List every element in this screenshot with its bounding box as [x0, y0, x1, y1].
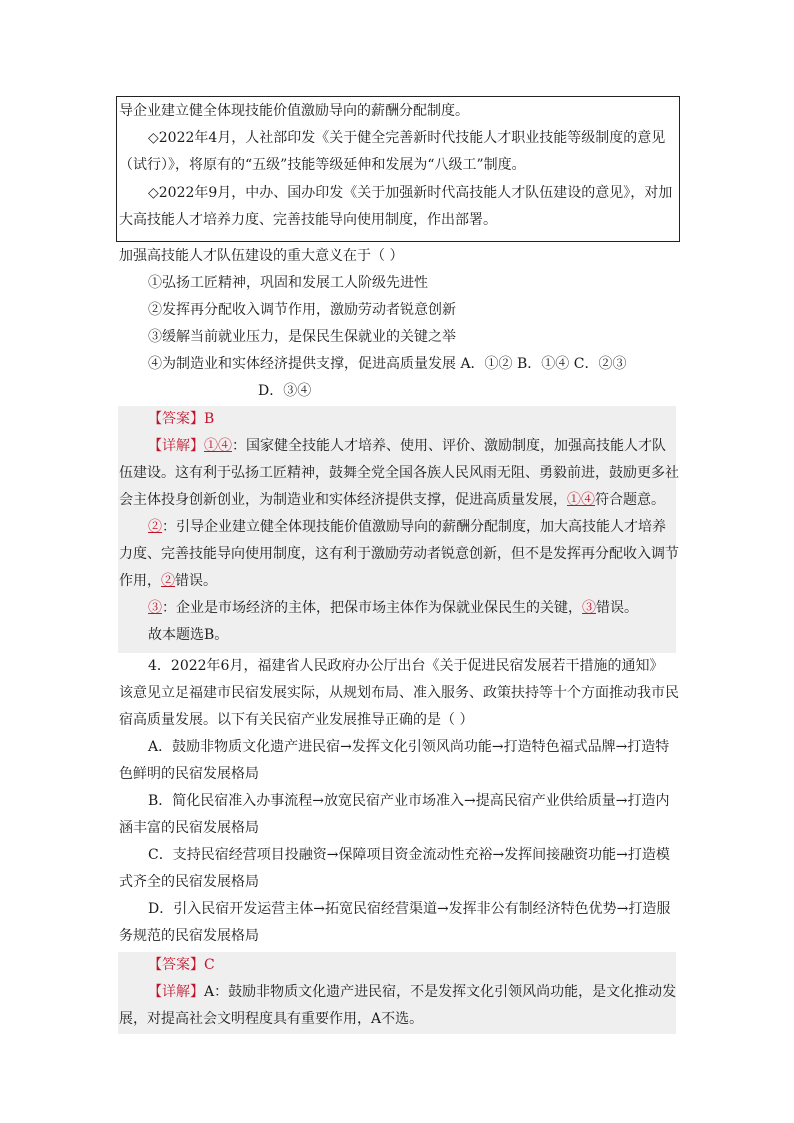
detail-text: ：引导企业建立健全体现技能价值激励导向的薪酬分配制度，加大高技能人才培养 [162, 519, 666, 535]
q3-detail-6 [119, 571, 217, 591]
q3-detail-3 [119, 490, 665, 510]
q3-detail-7 [148, 598, 638, 618]
q4-option-c-line-2: 式齐全的民宿发展格局 [119, 874, 259, 890]
box-line-2: ◇2022年4月，人社部印发《关于健全完善新时代技能人才职业技能等级制度的意见 [148, 130, 666, 146]
detail-marker: ② [148, 519, 162, 535]
detail-text: 错误。 [175, 573, 217, 589]
detail-marker: ①④ [204, 438, 232, 454]
box-line-4: ◇2022年9月，中办、国办印发《关于加强新时代高技能人才队伍建设的意见》，对加 [148, 185, 673, 201]
answer-value: B [204, 411, 215, 427]
detail-marker: ③ [582, 600, 596, 616]
box-line-5: 大高技能人才培养力度、完善技能导向使用制度，作出部署。 [119, 212, 497, 228]
q4-option-b-line-2: 涵丰富的民宿发展格局 [119, 820, 259, 836]
answer-label: 【答案】 [148, 411, 204, 427]
detail-text: 作用， [119, 573, 161, 589]
q4-detail-2: 展，对提高社会文明程度具有重要作用，A不选。 [119, 1011, 424, 1027]
q3-conclusion: 故本题选B。 [148, 627, 229, 643]
q4-option-b-line-1: B．简化民宿准入办事流程→放宽民宿产业市场准入→提高民宿产业供给质量→打造内 [148, 793, 670, 809]
q4-option-d-line-1: D．引入民宿开发运营主体→拓宽民宿经营渠道→发挥非公有制经济特色优势→打造服 [148, 901, 671, 917]
q3-option-4-and-choices: ④为制造业和实体经济提供支撑，促进高质量发展 A．①② B．①④ C．②③ [148, 356, 627, 372]
q4-option-d-line-2: 务规范的民宿发展格局 [119, 928, 259, 944]
q4-option-a-line-2: 色鲜明的民宿发展格局 [119, 766, 259, 782]
detail-marker: ③ [148, 600, 162, 616]
q4-option-a-line-1: A．鼓励非物质文化遗产进民宿→发挥文化引领风尚功能→打造特色福式品牌→打造特 [148, 739, 670, 755]
detail-text: A：鼓励非物质文化遗产进民宿，不是发挥文化引领风尚功能，是文化推动发 [204, 984, 677, 1000]
box-line-3: （试行）》，将原有的“五级”技能等级延伸和发展为“八级工”制度。 [119, 157, 526, 173]
detail-text: ：企业是市场经济的主体，把保市场主体作为保就业保民生的关键， [162, 600, 582, 616]
q4-detail-1 [148, 982, 676, 1002]
q3-option-3: ③缓解当前就业压力，是保民生保就业的关键之举 [148, 329, 456, 345]
answer-label: 【答案】 [148, 957, 204, 973]
q4-stem-2: 该意见立足福建市民宿发展实际，从规划布局、准入服务、政策扶持等十个方面推动我市民 [119, 685, 679, 701]
detail-text: 错误。 [596, 600, 638, 616]
q3-option-1: ①弘扬工匠精神，巩固和发展工人阶级先进性 [148, 275, 428, 291]
q4-option-c-line-1: C．支持民宿经营项目投融资→保障项目资金流动性充裕→发挥间接融资功能→打造模 [148, 847, 670, 863]
detail-text: ：国家健全技能人才培养、使用、评价、激励制度，加强高技能人才队 [232, 438, 666, 454]
q3-detail-5: 力度、完善技能导向使用制度，这有利于激励劳动者锐意创新，但不是发挥再分配收入调节 [119, 546, 679, 562]
q3-detail-1 [148, 436, 666, 456]
q3-choice-d: D．③④ [258, 383, 312, 399]
answer-value: C [204, 957, 215, 973]
q3-answer [148, 409, 214, 429]
q4-answer [148, 955, 215, 975]
q4-stem-1: 4．2022年6月，福建省人民政府办公厅出台《关于促进民宿发展若干措施的通知》 [148, 658, 664, 674]
detail-label: 【详解】 [148, 984, 204, 1000]
detail-label: 【详解】 [148, 438, 204, 454]
detail-text: 符合题意。 [595, 492, 665, 508]
q3-stem: 加强高技能人才队伍建设的重大意义在于（ ） [119, 248, 404, 264]
detail-marker: ①④ [567, 492, 595, 508]
box-line-1: 导企业建立健全体现技能价值激励导向的薪酬分配制度。 [119, 103, 469, 119]
q3-detail-4 [148, 517, 666, 537]
q3-detail-2: 伍建设。这有利于弘扬工匠精神，鼓舞全党全国各族人民风雨无阻、勇毅前进，鼓励更多社 [119, 465, 679, 481]
q4-stem-3: 宿高质量发展。以下有关民宿产业发展推导正确的是（ ） [119, 712, 474, 728]
q3-option-2: ②发挥再分配收入调节作用，激励劳动者锐意创新 [148, 302, 456, 318]
detail-text: 会主体投身创新创业，为制造业和实体经济提供支撑，促进高质量发展， [119, 492, 567, 508]
detail-marker: ② [161, 573, 175, 589]
